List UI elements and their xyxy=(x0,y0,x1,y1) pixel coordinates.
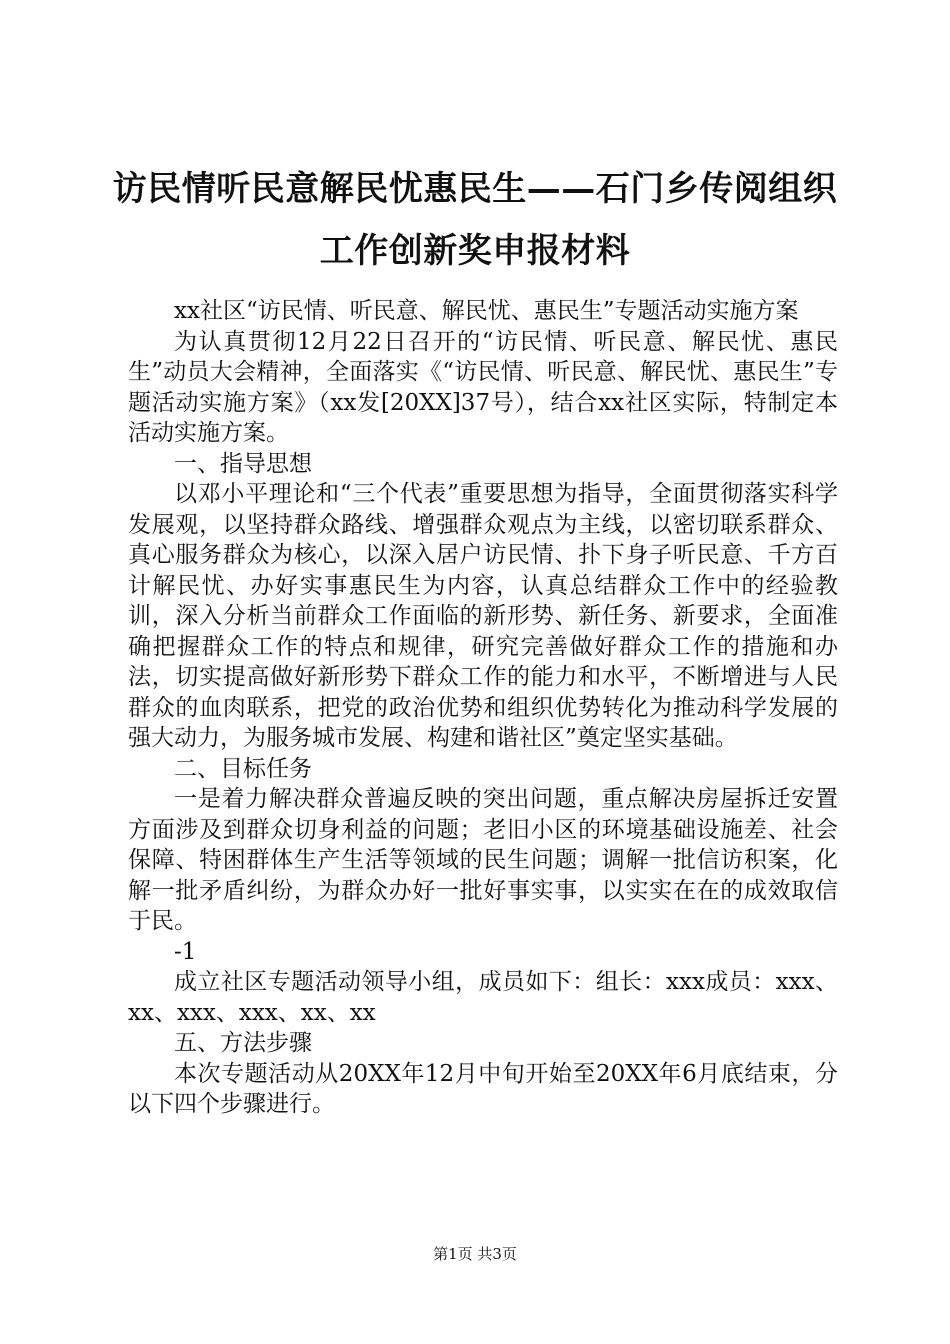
paragraph-methods: 本次专题活动从20XX年12月中旬开始至20XX年6月底结束，分以下四个步骤进行。 xyxy=(128,1060,838,1117)
page-footer: 第1页 共3页 xyxy=(433,1245,517,1263)
stray-marker: -1 xyxy=(174,938,197,965)
paragraph-intro: 为认真贯彻12月22日召开的“访民情、听民意、解民忧、惠民生”动员大会精神，全面落实《“访民情、听民意、解民忧、惠民生”专题活动实施方案》（xx发[20XX]37号），结合xx社区实际，特制定本活动实施方案。 xyxy=(128,328,838,446)
document-title: 访民情听民意解民忧惠民生——石门乡传阅组织工作创新奖申报材料 xyxy=(112,169,838,271)
section-heading-guiding-thought: 一、指导思想 xyxy=(174,450,312,477)
paragraph-plan-title: xx社区“访民情、听民意、解民忧、惠民生”专题活动实施方案 xyxy=(174,298,799,324)
paragraph-leadership-group: 成立社区专题活动领导小组，成员如下：组长：xxx成员：xxx、xx、xxx、xxx、xx、xx xyxy=(128,969,838,1026)
section-heading-methods: 五、方法步骤 xyxy=(174,1030,312,1056)
document-body xyxy=(128,296,838,1120)
section-heading-goals: 二、目标任务 xyxy=(174,755,312,782)
paragraph-guiding-thought: 以邓小平理论和“三个代表”重要思想为指导，全面贯彻落实科学发展观，以坚持群众路线、增强群众观点为主线，以密切联系群众、真心服务群众为核心，以深入居户访民情、扑下身子听民意、千方百计解民忧、办好实事惠民生为内容，认真总结群众工作中的经验教训，深入分析当前群众工作面临的新形势、新任务、新要求，全面准确把握群众工作的特点和规律，研究完善做好群众工作的措施和办法，切实提高做好新形势下群众工作的能力和水平，不断增进与人民群众的血肉联系，把党的政治优势和组织优势转化为推动科学发展的强大动力，为服务城市发展、构建和谐社区”奠定坚实基础。 xyxy=(128,481,838,751)
paragraph-goals: 一是着力解决群众普遍反映的突出问题，重点解决房屋拆迁安置方面涉及到群众切身利益的问题；老旧小区的环境基础设施差、社会保障、特困群体生产生活等领域的民生问题；调解一批信访积案，化解一批矛盾纠纷，为群众办好一批好事实事，以实实在在的成效取信于民。 xyxy=(128,786,838,934)
